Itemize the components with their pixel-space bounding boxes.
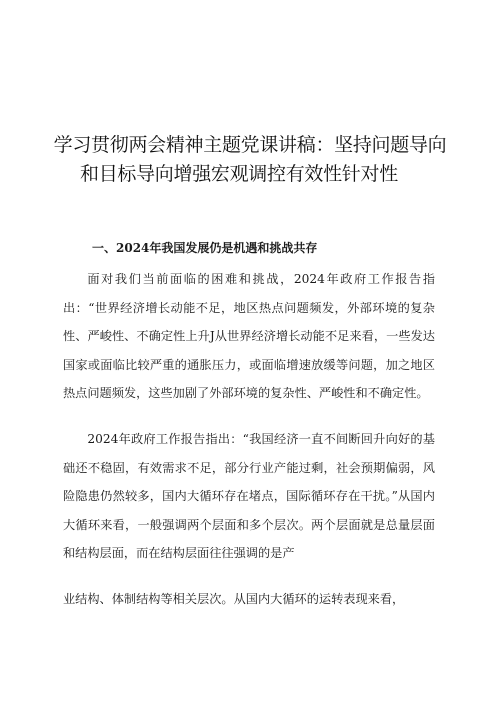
document-title-line1: 学习贯彻两会精神主题党课讲稿：坚持问题导向 [53, 134, 447, 156]
body-paragraph-2: 2024年政府工作报告指出：“我国经济一直不间断回升向好的基础还不稳固，有效需求不足，部分行业产能过剩，社会预期偏弱，风险隐患仍然较多，国内大循环存在堵点，国际循环存在干扰。”从国内大循环来看，一般强调两个层面和多个层次。两个层面就是总量层面和结构层面，而在结构层面往往强调的是产 [63, 432, 435, 560]
body-paragraph-1: 面对我们当前面临的困难和挑战，2024年政府工作报告指出：“世界经济增长动能不足，地区热点问题频发，外部环境的复杂性、严峻性、不确定性上升J从世界经济增长动能不足来看，一些发达国家或面临比较严重的通胀压力，或面临增速放缓等问题，加之地区热点问题频发，这些加剧了外部环境的复杂性、严峻性和不确定性。 [63, 272, 435, 400]
body-paragraph-3: 业结构、体制结构等相关层次。从国内大循环的运转表现来看， [63, 592, 405, 606]
section-heading: 一、2024年我国发展仍是机遇和挑战共存 [92, 241, 318, 255]
document-title-line2: 和目标导向增强宏观调控有效性针对性 [80, 163, 398, 185]
